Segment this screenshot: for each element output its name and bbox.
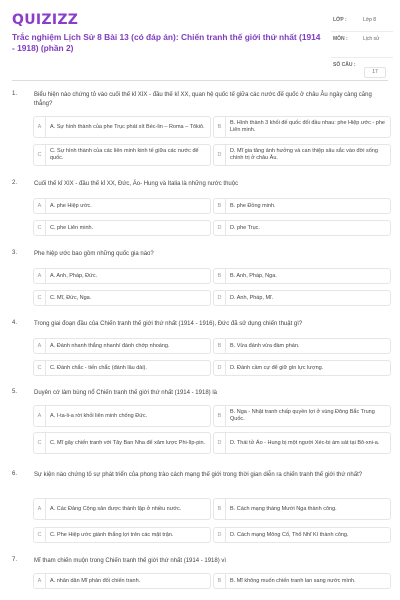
meta-class-row [331, 13, 393, 32]
option-letter: C [34, 528, 46, 542]
option-a[interactable] [33, 268, 211, 284]
option-letter: A [34, 406, 46, 426]
question-number: 3. [12, 250, 18, 256]
option-d[interactable] [213, 432, 391, 454]
option-letter: C [34, 291, 46, 305]
option-text: C. phe Liên minh. [50, 224, 94, 231]
option-letter: D [214, 145, 226, 165]
option-d[interactable] [213, 144, 391, 166]
option-letter: A [34, 574, 46, 588]
class-label: LỚP : [333, 17, 347, 23]
option-letter: A [34, 499, 46, 519]
option-c[interactable] [33, 220, 211, 236]
meta-subject-row [331, 32, 393, 58]
class-value: Lớp 8 [363, 17, 377, 23]
option-b[interactable] [213, 498, 391, 520]
option-letter: D [214, 361, 226, 375]
option-text: B. phe Đồng minh. [230, 202, 276, 209]
option-a[interactable] [33, 405, 211, 427]
worksheet-meta [331, 13, 393, 84]
question-number: 2. [12, 180, 18, 186]
option-a[interactable] [33, 338, 211, 354]
option-text: B. Anh, Pháp, Nga. [230, 272, 277, 279]
option-text: A. I-ta-li-a rời khỏi liên minh chống Đức. [50, 412, 148, 419]
question-number: 4. [12, 320, 18, 326]
subject-label: MÔN : [333, 36, 348, 42]
quizizz-logo[interactable]: QUIZIZZ [12, 12, 79, 28]
question-text: Sự kiện nào chứng tỏ sự phát triển của phong trào cách mạng thế giới trong thời gian diễn ra chiến tranh thế giới thứ nhất? [34, 472, 363, 478]
option-letter: A [34, 117, 46, 137]
option-d[interactable] [213, 220, 391, 236]
option-letter: C [34, 221, 46, 235]
question-text: Trong giai đoạn đầu của Chiến tranh thế giới thứ nhất (1914 - 1916), Đức đã sử dụng chiến thuật gì? [34, 321, 303, 327]
option-b[interactable] [213, 338, 391, 354]
option-text: A. Sự hình thành của phe Trục phát xít Béc-lin – Roma – Tôkiô. [50, 123, 205, 130]
page-title: Trắc nghiệm Lịch Sử 8 Bài 13 (có đáp án): Chiến tranh thế giới thứ nhất (1914 - 1918) (phần 2) [12, 32, 321, 53]
option-text: D. Mĩ gia tăng ảnh hưởng và can thiệp sâu sắc vào đời sống chính trị ở châu Âu. [230, 148, 378, 161]
option-letter: B [214, 339, 226, 353]
option-d[interactable] [213, 360, 391, 376]
count-value: 17 [364, 67, 386, 78]
count-label: SỐ CÂU : [333, 62, 356, 68]
option-text: D. Anh, Pháp, Mĩ. [230, 294, 274, 301]
option-a[interactable] [33, 573, 211, 589]
question-text: Biểu hiện nào chứng tỏ vào cuối thế kỉ XIX - đầu thế kỉ XX, quan hệ quốc tế giữa các nước đế quốc ở châu Âu ngày càng căng thẳng? [34, 92, 372, 107]
option-text: B. Mĩ không muốn chiến tranh lan sang nước mình. [230, 577, 356, 584]
option-text: C. Sự hình thành của các liên minh kinh tế giữa các nước đế quốc. [50, 148, 199, 161]
option-a[interactable] [33, 116, 211, 138]
option-text: B. Hình thành 3 khối đế quốc đối đầu nhau: phe Hiệp ước - phe Liên minh. [230, 120, 385, 133]
option-text: A. Các Đảng Cộng sản được thành lập ở nhiều nước. [50, 505, 182, 512]
option-d[interactable] [213, 527, 391, 543]
option-letter: A [34, 269, 46, 283]
option-letter: A [34, 339, 46, 353]
option-b[interactable] [213, 405, 391, 427]
option-c[interactable] [33, 360, 211, 376]
option-letter: B [214, 574, 226, 588]
question-number: 1. [12, 91, 18, 97]
option-letter: D [214, 433, 226, 453]
option-a[interactable] [33, 498, 211, 520]
option-b[interactable] [213, 268, 391, 284]
option-letter: A [34, 199, 46, 213]
option-letter: D [214, 221, 226, 235]
option-text: D. Thái tử Áo - Hung bị một người Xéc-bi ám sát tại Bô-xni-a. [230, 439, 380, 446]
option-letter: B [214, 269, 226, 283]
question-text: Cuối thế kỉ XIX - đầu thế kỉ XX, Đức, Áo- Hung và Italia là những nước thuộc [34, 181, 239, 187]
question-text: Duyên cớ làm bùng nổ Chiến tranh thế giới thứ nhất (1914 - 1918) là [34, 390, 217, 396]
header-divider [12, 80, 388, 81]
option-letter: C [34, 361, 46, 375]
option-c[interactable] [33, 527, 211, 543]
option-c[interactable] [33, 432, 211, 454]
option-letter: B [214, 117, 226, 137]
question-text: Phe hiệp ước bao gồm những quốc gia nào? [34, 251, 154, 257]
option-letter: B [214, 406, 226, 426]
option-a[interactable] [33, 198, 211, 214]
question-number: 6. [12, 471, 18, 477]
option-d[interactable] [213, 290, 391, 306]
option-letter: B [214, 199, 226, 213]
option-text: A. Đánh nhanh thắng nhanh/ đánh chớp nhoáng. [50, 342, 170, 349]
option-text: D. phe Trục. [230, 224, 260, 231]
option-text: B. Nga - Nhật tranh chấp quyền lợi ở vùng Đông Bắc Trung Quốc. [230, 409, 375, 422]
option-text: C. Mĩ, Đức, Nga. [50, 294, 92, 301]
question-number: 7. [12, 557, 18, 563]
option-text: C. Mĩ gây chiến tranh với Tây Ban Nha để xâm lược Phi-líp-pin. [50, 439, 206, 446]
option-text: B. Vừa đánh vừa đàm phán. [230, 342, 300, 349]
option-text: C. Đánh chắc - tiến chắc (đánh lâu dài). [50, 364, 147, 371]
option-b[interactable] [213, 116, 391, 138]
option-text: D. Đánh cầm cự để giữ gìn lực lượng. [230, 364, 324, 371]
option-c[interactable] [33, 144, 211, 166]
option-letter: D [214, 291, 226, 305]
option-text: C. Phe Hiệp ước giành thắng lợi trên các mặt trận. [50, 531, 174, 538]
option-text: D. Cách mạng Mông Cổ, Thổ Nhĩ Kì thành công. [230, 531, 349, 538]
option-text: A. nhân dân Mĩ phản đối chiến tranh. [50, 577, 141, 584]
question-text: Mĩ tham chiến muộn trong Chiến tranh thế giới thứ nhất (1914 - 1918) vì [34, 558, 227, 564]
option-c[interactable] [33, 290, 211, 306]
option-letter: B [214, 499, 226, 519]
question-number: 5. [12, 389, 18, 395]
worksheet-header [0, 0, 400, 80]
option-b[interactable] [213, 198, 391, 214]
option-letter: D [214, 528, 226, 542]
option-text: A. phe Hiệp ước. [50, 202, 92, 209]
option-letter: C [34, 145, 46, 165]
option-text: A. Anh, Pháp, Đức. [50, 272, 98, 279]
option-b[interactable] [213, 573, 391, 589]
option-letter: C [34, 433, 46, 453]
option-text: B. Cách mạng tháng Mười Nga thành công. [230, 505, 337, 512]
subject-value: Lịch sử [363, 36, 380, 42]
